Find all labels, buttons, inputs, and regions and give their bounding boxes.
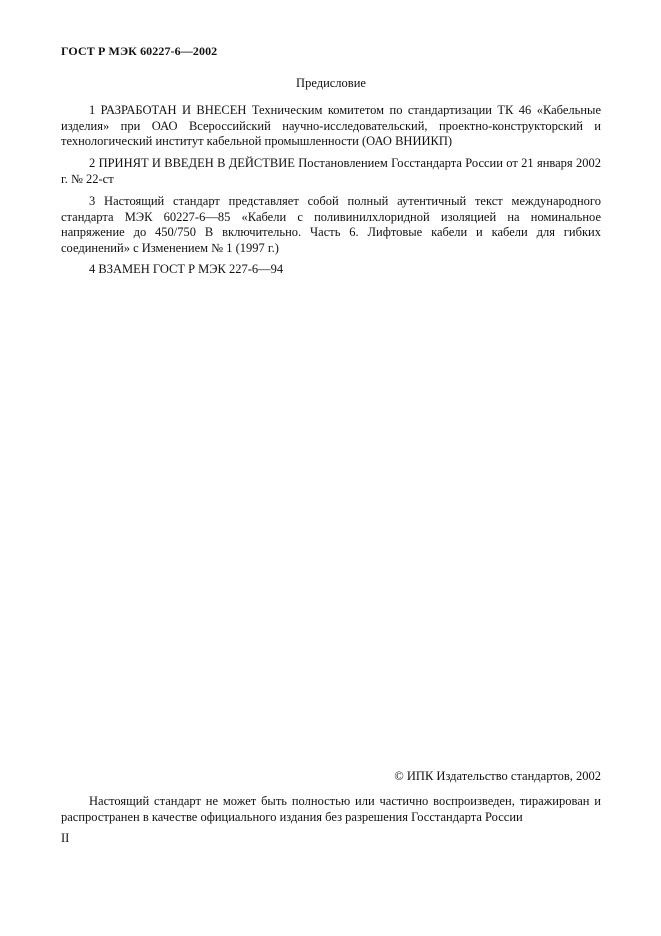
preface-item-2: 2 ПРИНЯТ И ВВЕДЕН В ДЕЙСТВИЕ Постановлением Госстандарта России от 21 января 2002 г. № 22-ст xyxy=(61,156,601,186)
preface-item-4: 4 ВЗАМЕН ГОСТ Р МЭК 227-6—94 xyxy=(89,262,284,276)
preface-title: Предисловие xyxy=(296,76,366,90)
copyright-line: © ИПК Издательство стандартов, 2002 xyxy=(394,769,601,783)
reproduction-notice: Настоящий стандарт не может быть полностью или частично воспроизведен, тиражирован и распространен в качестве официального издания без разрешения Госстандарта России xyxy=(61,794,601,824)
preface-item-1: 1 РАЗРАБОТАН И ВНЕСЕН Техническим комитетом по стандартизации ТК 46 «Кабельные изделия» при ОАО Всероссийский научно-исследовательский, проектно-конструкторский и технологический институт кабельной промышленности (ОАО ВНИИКП) xyxy=(61,103,601,149)
document-code: ГОСТ Р МЭК 60227-6—2002 xyxy=(61,44,218,58)
page-number: II xyxy=(61,831,70,845)
preface-item-3: 3 Настоящий стандарт представляет собой полный аутентичный текст международного стандарта МЭК 60227-6—85 «Кабели с поливинилхлоридной изоляцией на номинальное напряжение до 450/750 В включительно. Часть 6. Лифтовые кабели и кабели для гибких соединений» с Изменением № 1 (1997 г.) xyxy=(61,194,601,255)
